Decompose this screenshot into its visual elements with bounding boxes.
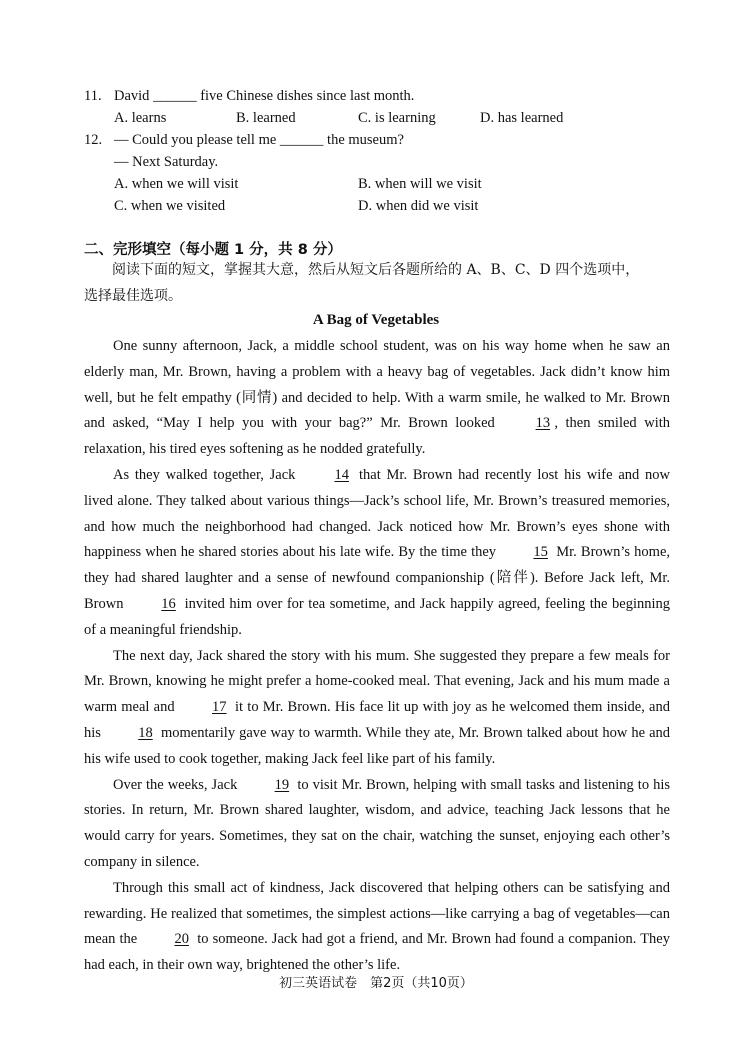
passage-text: Mr. Brown’s home, they had shared laughter and a sense of newfound companionship (陪伴). Before Jack left, Mr. Brown xyxy=(84,544,671,612)
option-c: C. when we visited xyxy=(114,198,226,214)
blank-14: 14 xyxy=(334,466,349,483)
question-number: 11. xyxy=(84,88,102,104)
passage-text: Through this small act of kindness, Jack discovered that helping others can be satisfying and rewarding. He realized that sometimes, the simplest actions—like carrying a bag of vegetables—can mean the xyxy=(84,879,670,948)
question-12-reply xyxy=(114,151,218,173)
blank-15: 15 xyxy=(533,544,548,561)
paragraph-3 xyxy=(84,644,670,773)
passage-text: Over the weeks, Jack xyxy=(113,776,238,793)
question-stem-after: the museum? xyxy=(327,132,404,148)
option-d: D. has learned xyxy=(480,110,564,126)
blank-19: 19 xyxy=(274,776,290,793)
blank-20: 20 xyxy=(174,931,189,948)
option-c: C. is learning xyxy=(358,110,436,126)
passage-text: The next day, Jack shared the story with his mum. She suggested they prepare a few meals for Mr. Brown, knowing he might prefer a home-cooked meal. That evening, Jack and his mum made a warm meal and xyxy=(84,647,670,716)
section-heading: 二、完形填空（每小题 1 分，共 8 分） xyxy=(84,242,342,258)
section-instructions-line1: 阅读下面的短文，掌握其大意，然后从短文后各题所给的 A、B、C、D 四个选项中， xyxy=(112,262,640,278)
question-number: 12. xyxy=(84,132,103,148)
passage-text: it to Mr. Brown. His face lit up with joy as he welcomed them inside, and his xyxy=(84,699,670,741)
passage-body xyxy=(84,334,670,979)
option-b: B. when will we visit xyxy=(358,176,482,192)
blank-16: 16 xyxy=(161,595,176,612)
dialogue-reply: — Next Saturday. xyxy=(114,154,219,170)
question-stem-before: — Could you please tell me xyxy=(114,132,277,148)
passage-text: to someone. Jack had got a friend, and Mr. Brown had found a companion. They had each, in their own way, brightened the other’s life. xyxy=(84,931,670,974)
answer-blank: ______ xyxy=(279,132,324,148)
question-stem-before: David xyxy=(114,88,150,104)
passage-text: momentarily gave way to warmth. While they ate, Mr. Brown talked about how he and his wife used to cook together, making Jack feel like part of his family. xyxy=(84,724,671,767)
passage-text: One sunny afternoon, Jack, a middle school student, was on his way home when he saw an elderly man, Mr. Brown, having a problem with a heavy bag of vegetables. Jack didn’t know him well, but he felt empathy (同情) and decided to help. With a warm smile, he walked to Mr. Brown and asked, “May I help you with your bag?” Mr. Brown looked xyxy=(84,338,670,432)
option-a: A. learns xyxy=(114,110,167,126)
paragraph-4 xyxy=(84,773,670,876)
passage-title: A Bag of Vegetables xyxy=(312,312,440,328)
paragraph-1 xyxy=(84,334,670,463)
section-instructions-line2: 选择最佳选项。 xyxy=(84,288,182,304)
option-b: B. learned xyxy=(236,110,296,126)
option-d: D. when did we visit xyxy=(358,198,479,214)
question-11 xyxy=(84,85,414,107)
answer-blank: ______ xyxy=(153,88,197,104)
passage-text: invited him over for tea sometime, and Jack happily agreed, feeling the beginning of a meaningful friendship. xyxy=(84,595,671,638)
option-a: A. when we will visit xyxy=(114,176,239,192)
question-stem-after: five Chinese dishes since last month. xyxy=(200,88,415,104)
paragraph-5 xyxy=(84,876,670,979)
blank-17: 17 xyxy=(212,699,227,716)
passage-text: to visit Mr. Brown, helping with small tasks and listening to his stories. In return, Mr. Brown shared laughter, wisdom, and advice, teaching Jack lessons that he would carry for years. Sometimes, they sat on the chair, watching the sunset, enjoying each other’s company in silence. xyxy=(84,776,670,870)
blank-18: 18 xyxy=(138,724,153,741)
passage-text: As they walked together, Jack xyxy=(113,466,296,483)
question-12 xyxy=(84,129,404,151)
passage-text: that Mr. Brown had recently lost his wife and now lived alone. They talked about various things—Jack’s school life, Mr. Brown’s treasured memories, and how much the neighborhood had changed. Jack noticed how Mr. Brown’s eyes shone with happiness when he shared stories about his late wife. By the time they xyxy=(84,466,671,561)
paragraph-2 xyxy=(84,463,670,644)
blank-13: 13 xyxy=(535,415,551,432)
page-footer: 初三英语试卷 第2页（共10页） xyxy=(279,976,473,991)
passage-text: , then smiled with relaxation, his tired eyes softening as he nodded gratefully. xyxy=(84,415,670,458)
